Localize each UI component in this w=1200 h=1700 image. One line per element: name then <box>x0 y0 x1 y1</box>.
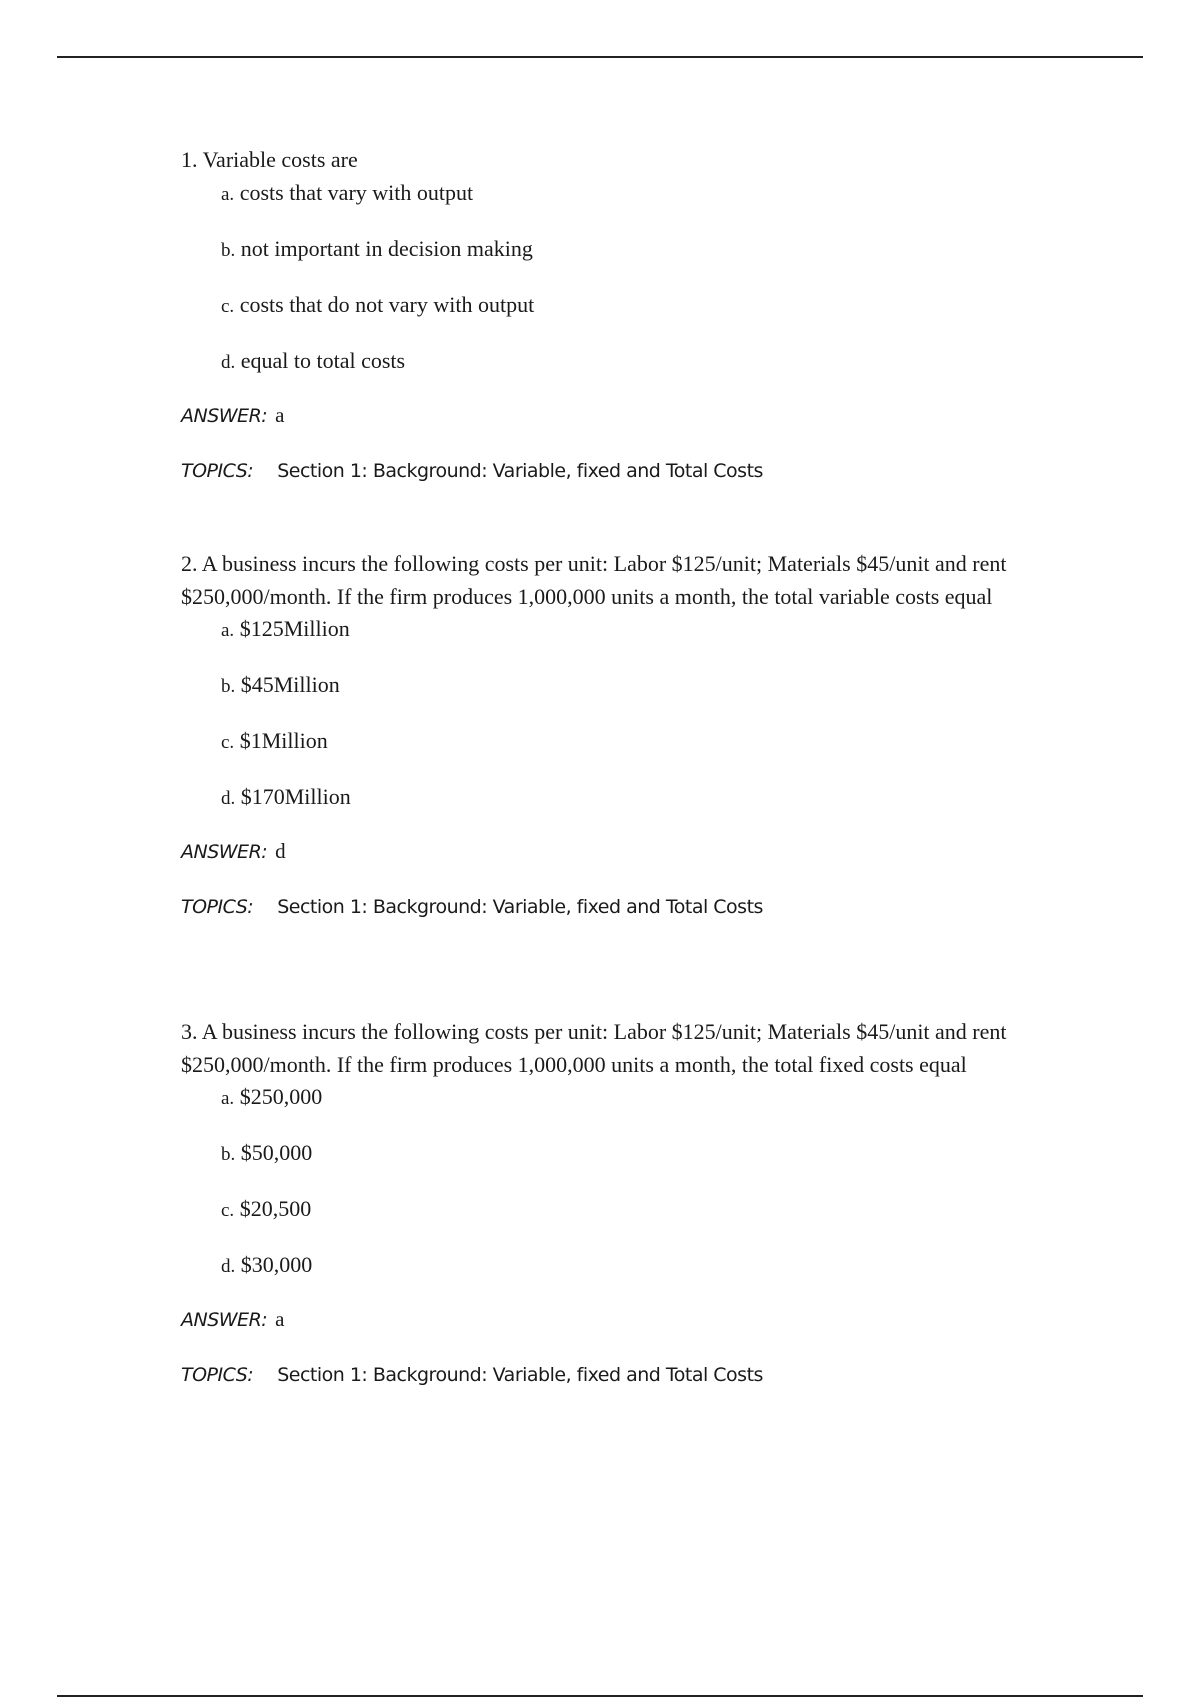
option-b <box>221 233 1071 289</box>
header-rule <box>57 56 1143 58</box>
topics-line <box>181 455 1071 511</box>
question-stem: 3. A business incurs the following costs per unit: Labor $125/unit; Materials $45/unit and rent $250,000/month. If the firm produces 1,000,000 units a month, the total fixed costs equal <box>181 1019 1007 1077</box>
topics-value: Section 1: Background: Variable, fixed and Total Costs <box>277 896 763 918</box>
option-text: $45Million <box>240 672 340 697</box>
option-text: equal to total costs <box>240 347 406 373</box>
question-1 <box>181 144 1071 511</box>
topics-line <box>181 1359 1071 1415</box>
option-text: $170Million <box>240 784 351 809</box>
answer-label: ANSWER: <box>181 404 268 427</box>
topics-label: TOPICS: <box>181 459 254 482</box>
answer-value: d <box>275 839 286 863</box>
answer-options <box>181 177 1071 399</box>
option-d <box>221 781 1071 835</box>
option-c <box>221 289 1071 345</box>
option-b <box>221 1137 1071 1193</box>
option-text: $1Million <box>239 728 328 753</box>
option-letter: d. <box>221 351 236 373</box>
question-stem: 2. A business incurs the following costs per unit: Labor $125/unit; Materials $45/unit and rent $250,000/month. If the firm produces 1,000,000 units a month, the total variable costs equal <box>181 551 1007 609</box>
option-text: $20,500 <box>239 1196 312 1221</box>
option-b <box>221 669 1071 725</box>
answer-line <box>181 399 1071 455</box>
option-letter: d. <box>221 788 236 809</box>
option-letter: b. <box>221 676 236 697</box>
option-letter: b. <box>221 1144 236 1165</box>
topics-label: TOPICS: <box>181 896 254 918</box>
option-d <box>221 345 1071 399</box>
question-stem: 1. Variable costs are <box>181 147 358 172</box>
option-text: not important in decision making <box>240 235 533 261</box>
topics-value: Section 1: Background: Variable, fixed and Total Costs <box>277 1364 763 1386</box>
option-letter: a. <box>221 620 235 641</box>
answer-label: ANSWER: <box>181 1309 268 1331</box>
option-letter: b. <box>221 239 236 261</box>
option-c <box>221 1193 1071 1249</box>
question-3 <box>181 1016 1071 1415</box>
topics-value: Section 1: Background: Variable, fixed and Total Costs <box>277 459 763 482</box>
option-text: costs that vary with output <box>239 179 474 205</box>
answer-options <box>181 1081 1071 1303</box>
option-letter: c. <box>221 1200 235 1221</box>
option-text: $30,000 <box>240 1252 313 1277</box>
answer-value: a <box>275 1307 285 1331</box>
option-text: costs that do not vary with output <box>239 291 535 317</box>
topics-label: TOPICS: <box>181 1364 254 1386</box>
answer-options <box>181 613 1071 835</box>
answer-line <box>181 835 1071 891</box>
option-letter: d. <box>221 1256 236 1277</box>
option-c <box>221 725 1071 781</box>
footer-rule <box>57 1695 1143 1697</box>
option-a <box>221 177 1071 233</box>
option-text: $50,000 <box>240 1140 313 1165</box>
option-letter: a. <box>221 1088 235 1109</box>
option-d <box>221 1249 1071 1303</box>
option-letter: a. <box>221 183 235 205</box>
answer-label: ANSWER: <box>181 841 268 863</box>
option-text: $250,000 <box>239 1084 323 1109</box>
option-letter: c. <box>221 732 235 753</box>
option-a <box>221 613 1071 669</box>
question-2 <box>181 548 1071 947</box>
option-letter: c. <box>221 295 235 317</box>
option-a <box>221 1081 1071 1137</box>
option-text: $125Million <box>239 616 350 641</box>
answer-value: a <box>275 402 285 427</box>
topics-line <box>181 891 1071 947</box>
answer-line <box>181 1303 1071 1359</box>
